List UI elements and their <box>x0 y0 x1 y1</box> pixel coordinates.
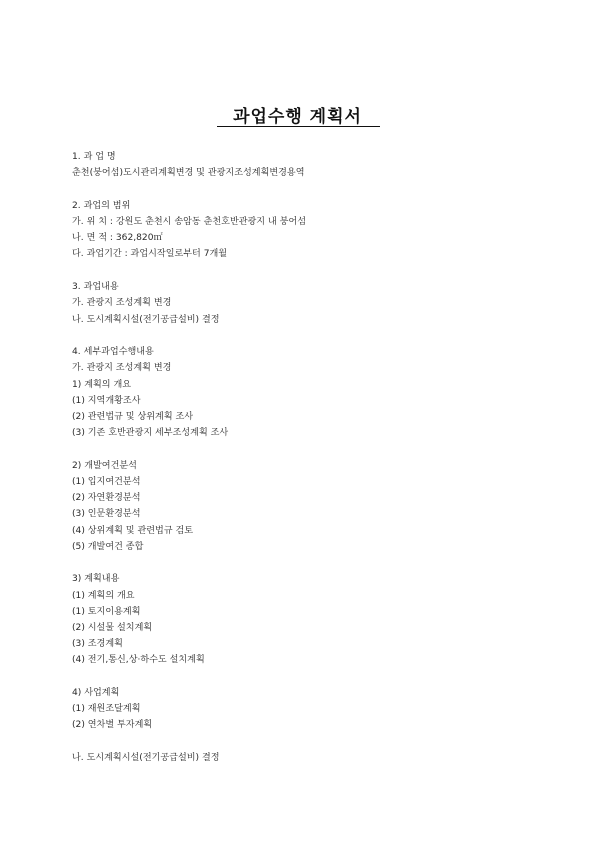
section-business-plan <box>72 685 552 734</box>
section-heading: 2) 개발여건분석 <box>72 460 137 471</box>
title-underline <box>217 126 380 127</box>
text-line: (2) 자연환경분석 <box>72 493 141 504</box>
document-title: 과업수행 계획서 <box>233 107 362 127</box>
section-plan-content <box>72 571 552 668</box>
text-line: 가. 위 치 : 강원도 춘천시 송암동 춘천호반관광지 내 붕어섬 <box>72 217 307 228</box>
text-line: (3) 기존 호반관광지 세부조성계획 조사 <box>72 428 229 439</box>
text-line: (1) 입지여건분석 <box>72 477 141 487</box>
section-heading: 2. 과업의 범위 <box>72 200 131 211</box>
section-project-name <box>72 149 552 181</box>
section-urban-facility <box>72 750 552 766</box>
text-line: (2) 연차별 투자계획 <box>72 720 153 731</box>
section-heading: 3. 과업내용 <box>72 282 119 293</box>
document-body <box>72 149 552 783</box>
text-line: 다. 과업기간 : 과업시작일로부터 7개월 <box>72 249 228 260</box>
text-line: (2) 관련법규 및 상위계획 조사 <box>72 411 194 422</box>
text-line: (2) 시설물 설치계획 <box>72 623 153 633</box>
text-line: (3) 인문환경분석 <box>72 509 141 520</box>
text-line: (1) 토지이용계획 <box>72 606 141 617</box>
section-heading: 1. 과 업 명 <box>72 152 116 162</box>
text-line: 나. 도시계획시설(전기공급설비) 결정 <box>72 314 220 325</box>
section-detailed-tasks <box>72 344 552 441</box>
section-heading: 나. 도시계획시설(전기공급설비) 결정 <box>72 753 220 764</box>
text-line: (1) 지역개황조사 <box>72 395 141 406</box>
text-line: (4) 전기,통신,상·하수도 설치계획 <box>72 655 205 666</box>
text-line: (4) 상위계획 및 관련법규 검토 <box>72 525 194 536</box>
text-line: 춘천(붕어섬)도시관리계획변경 및 관광지조성계획변경용역 <box>72 168 305 179</box>
section-development-analysis <box>72 458 552 555</box>
text-line: 1) 계획의 개요 <box>72 379 132 390</box>
text-line: (1) 재원조달계획 <box>72 704 141 715</box>
section-project-scope <box>72 198 552 263</box>
section-heading: 3) 계획내용 <box>72 574 120 585</box>
text-line: (1) 계획의 개요 <box>72 590 135 601</box>
text-line: 가. 관광지 조성계획 변경 <box>72 363 172 374</box>
text-line: 가. 관광지 조성계획 변경 <box>72 298 172 309</box>
text-line: (3) 조경계획 <box>72 639 123 650</box>
text-line: (5) 개발여건 종합 <box>72 541 144 552</box>
section-heading: 4) 사업계획 <box>72 688 120 699</box>
text-line: 나. 면 적 : 362,820㎡ <box>72 233 163 244</box>
section-project-content <box>72 279 552 328</box>
section-heading: 4. 세부과업수행내용 <box>72 347 154 358</box>
